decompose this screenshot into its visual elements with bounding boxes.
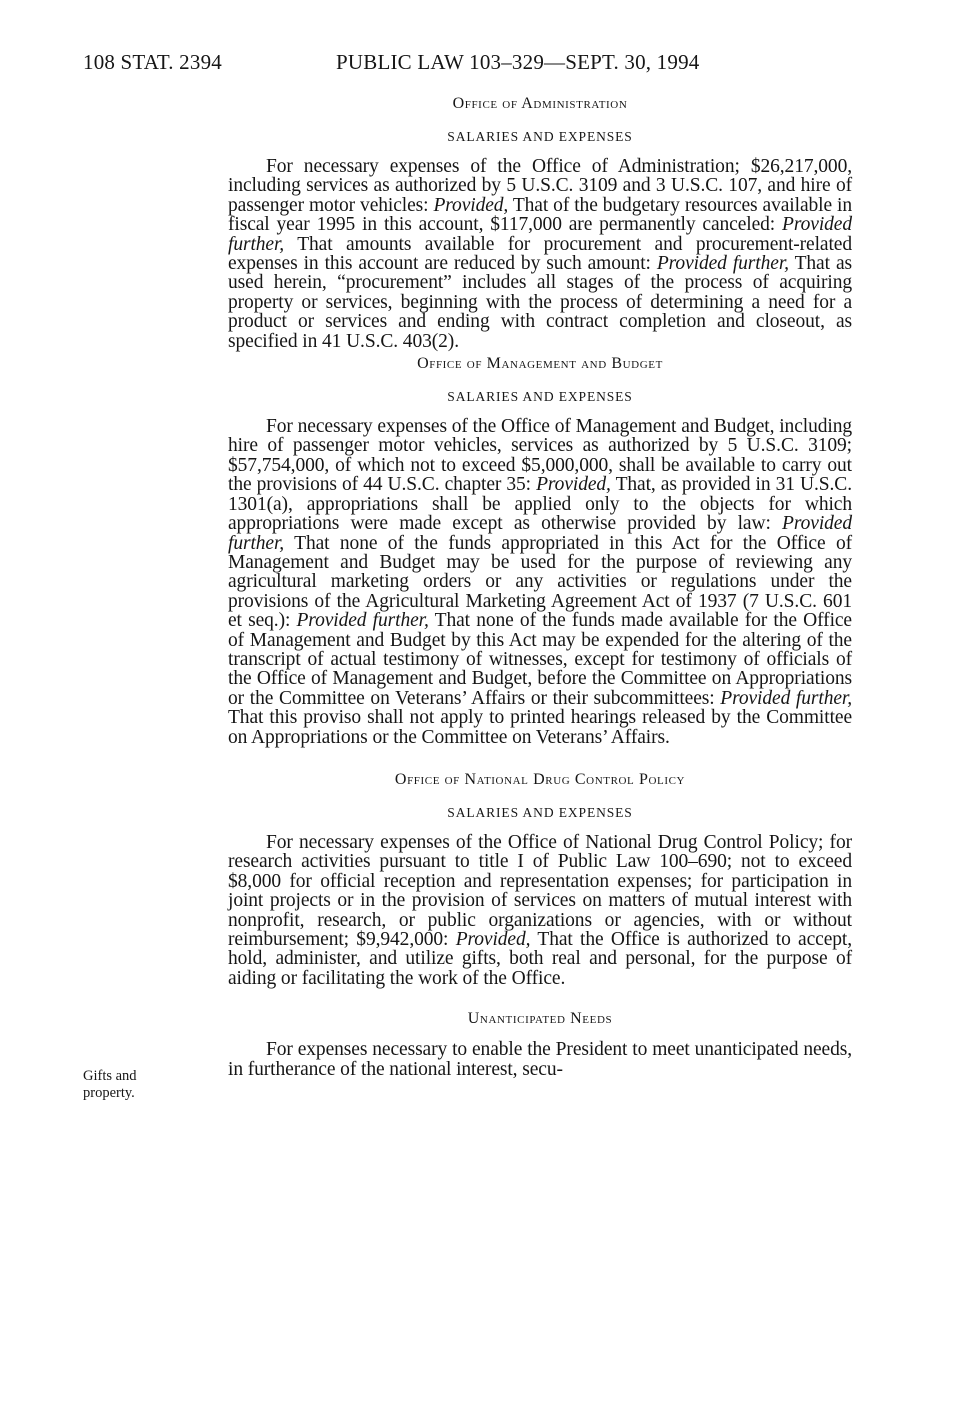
section-paragraph <box>228 157 852 351</box>
section-paragraph <box>228 833 852 988</box>
text-run: That of the budgetary resources available in fiscal year 1995 in this account, $117,000 are permanently canceled: <box>228 194 852 236</box>
margin-note-line: property. <box>83 1085 135 1101</box>
section-heading: Office of Management and Budget <box>417 355 663 373</box>
margin-note <box>83 1068 193 1102</box>
proviso-italic: Provided further, <box>296 610 429 632</box>
proviso-italic: Provided, <box>536 474 611 496</box>
section-paragraph <box>228 417 852 747</box>
proviso-italic: Provided further, <box>228 513 852 554</box>
public-law-citation: PUBLIC LAW 103–329—SEPT. 30, 1994 <box>336 50 700 74</box>
section-office-of-administration <box>228 95 852 351</box>
text-run: For necessary expenses of the Office of Administration; $26,217,000, including services as authorized by 5 U.S.C. 3109 and 3 U.S.C. 107, and hire of passenger motor vehicles: <box>228 156 852 216</box>
main-text <box>228 95 852 1079</box>
text-run: That, as provided in 31 U.S.C. 1301(a), appropriations shall be applied only to the objects for which appropriations were made except as otherwise provided by law: <box>228 474 852 535</box>
section-office-of-national-drug-control-policy <box>228 771 852 988</box>
text-run: That none of the funds appropriated in this Act for the Office of Management and Budget may be used for the purpose of reviewing any agricultural marketing orders or any activities or regulations under the provisions of the Agricultural Marketing Agreement Act of 1937 (7 U.S.C. 601 et seq.): <box>228 532 852 632</box>
section-heading: Office of Administration <box>452 95 628 112</box>
proviso-italic: Provided, <box>433 194 509 216</box>
text-run: That this proviso shall not apply to printed hearings released by the Committee on Appropriations or the Committee on Veterans’ Affairs. <box>228 707 852 748</box>
proviso-italic: Provided further, <box>228 214 852 255</box>
section-office-of-management-and-budget <box>228 355 852 747</box>
section-subheading: SALARIES AND EXPENSES <box>447 389 633 405</box>
margin-note-line: Gifts and <box>83 1068 137 1084</box>
page-header <box>83 50 863 74</box>
section-unanticipated-needs <box>228 1010 852 1079</box>
text-run: For expenses necessary to enable the President to meet unanticipated needs, in furtherance of the national interest, secu- <box>228 1039 852 1080</box>
statute-page-number: 108 STAT. 2394 <box>83 50 222 74</box>
section-paragraph <box>228 1040 852 1079</box>
section-subheading: SALARIES AND EXPENSES <box>447 129 633 144</box>
section-subheading: SALARIES AND EXPENSES <box>447 804 633 820</box>
text-run: For necessary expenses of the Office of National Drug Control Policy; for research activities pursuant to title I of Public Law 100–690; not to exceed $8,000 for official reception and representation expenses; for participation in joint projects or in the provision of services on matters of mutual interest with nonprofit, research, or public organizations or agencies, with or without reimbursement; $9,942,000: <box>228 831 852 950</box>
text-run: For necessary expenses of the Office of Management and Budget, including hire of passenger motor vehicles, services as authorized by 5 U.S.C. 3109; $57,754,000, of which not to exceed $5,000,000, shall be available to carry out the provisions of 44 U.S.C. chapter 35: <box>228 416 852 496</box>
proviso-italic: Provided further, <box>656 253 789 275</box>
text-run: That the Office is authorized to accept, hold, administer, and utilize gifts, both real and personal, for the purpose of aiding or facilitating the work of the Office. <box>228 929 852 989</box>
text-run: That as used herein, “procurement” includes all stages of the process of acquiring property or services, beginning with the process of determining a need for a product or services and ending with contract completion and closeout, as specified in 41 U.S.C. 403(2). <box>228 253 852 352</box>
proviso-italic: Provided, <box>455 929 531 950</box>
text-run: That none of the funds made available for the Office of Management and Budget by this Act may be expended for the altering of the transcript of actual testimony of witnesses, except for testimony of officials of the Office of Management and Budget, before the Committee on Appropriations or the Committee on Veterans’ Affairs or their subcommittees: <box>228 610 852 709</box>
section-heading: Office of National Drug Control Policy <box>394 770 686 788</box>
text-run: That amounts available for procurement and procurement-related expenses in this account are reduced by such amount: <box>228 233 852 275</box>
section-heading: Unanticipated Needs <box>467 1010 613 1028</box>
proviso-italic: Provided further, <box>720 687 853 709</box>
